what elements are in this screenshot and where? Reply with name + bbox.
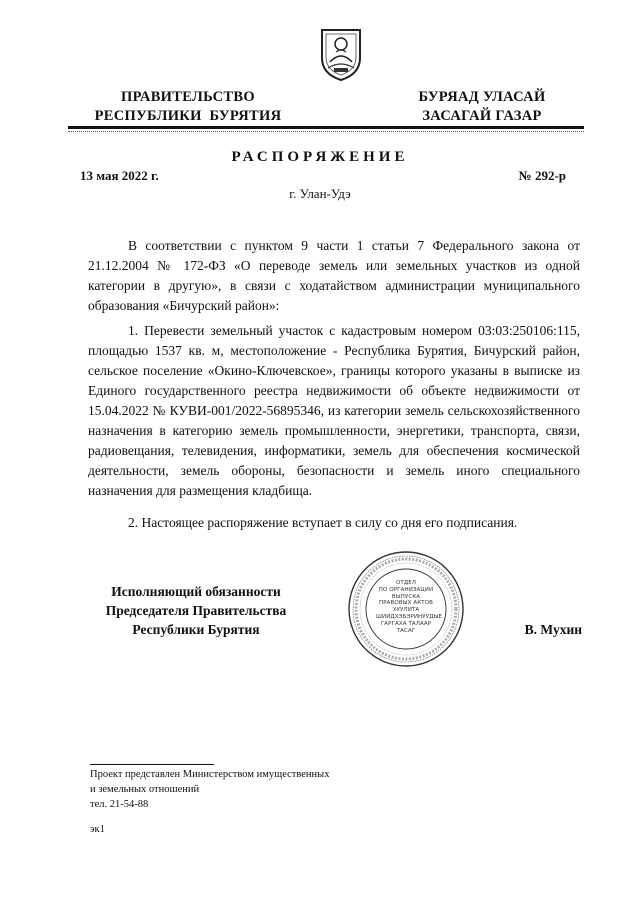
issuer-buryat-line-2: ЗАСАГАЙ ГАЗАР [422,108,542,124]
footer-rule [90,764,214,765]
signatory-title [86,582,306,639]
issuer-russian [88,88,288,126]
signatory-title-line-1: Исполняющий обязанности [111,584,281,599]
stamp-text [376,580,443,634]
document-city: г. Улан-Удэ [289,186,351,201]
item-1-paragraph: 1. Перевести земельный участок с кадастровым номером 03:03:250106:115, площадью 1537 кв. м, местоположение - Республика Бурятия, Бичурский район, сельское поселение «Окино-Ключевское», границы которого указаны в выписке из Единого государственного реестра недвижимости об объекте недвижимости от 15.04.2022 № КУВИ-001/2022-56895346, из категории земель сельскохозяйственного назначения в категорию земель промышленности, энергетики, транспорта, связи, радиовещания, телевидения, информатики, земель для обеспечения космической деятельности, земель обороны, безопасности и земель иного специального назначения для размещения кладбища. [88,323,580,498]
header-rule [68,126,584,129]
stamp-line: ШИИДХЭБЭРИНУУДЫЕ [376,613,443,620]
coat-of-arms-icon [318,24,364,82]
item-2-paragraph: 2. Настоящее распоряжение вступает в силу со дня его подписания. [128,515,518,530]
footer-phone: тел. 21-54-88 [90,799,149,810]
signatory-name: В. Мухин [524,622,582,637]
stamp-line: ТАСАГ [396,627,416,634]
preamble-paragraph: В соответствии с пунктом 9 части 1 статьи 7 Федерального закона от 21.12.2004 № 172-ФЗ «О переводе земель или земельных участков из одной категории в другую», в связи с ходатайством администрации муниципального образования «Бичурский район»: [88,238,580,313]
signatory-title-line-3: Республики Бурятия [132,622,260,637]
signatory-title-line-2: Председателя Правительства [105,603,287,618]
document-number: № 292-р [518,168,566,183]
footer-line-2: и земельных отношений [90,784,200,795]
issuer-russian-line-1: ПРАВИТЕЛЬСТВО [121,89,255,105]
document-date: 13 мая 2022 г. [80,168,159,183]
stamp-line: ГАРГАХА ТАЛААР [380,620,432,627]
issuer-buryat-line-1: БУРЯАД УЛАСАЙ [418,89,546,105]
header-dotted-rule [68,131,584,132]
issuer-russian-line-2: РЕСПУБЛИКИ БУРЯТИЯ [94,108,282,124]
issuer-buryat [392,88,572,126]
stamp-line: ПРАВОВЫХ АКТОВ [379,600,433,607]
stamp-line: ПО ОРГАНИЗАЦИИ [378,586,434,593]
stamp-line: ОТДЕЛ [395,580,417,586]
stamp-line: ВЫПУСКА [391,593,421,600]
stamp-line: ХУУЛИТА [392,607,420,614]
footer-note [90,767,329,812]
document-type: РАСПОРЯЖЕНИЕ [231,149,409,165]
footer-line-1: Проект представлен Министерством имущественных [90,769,330,780]
document-code: эк1 [90,824,105,835]
